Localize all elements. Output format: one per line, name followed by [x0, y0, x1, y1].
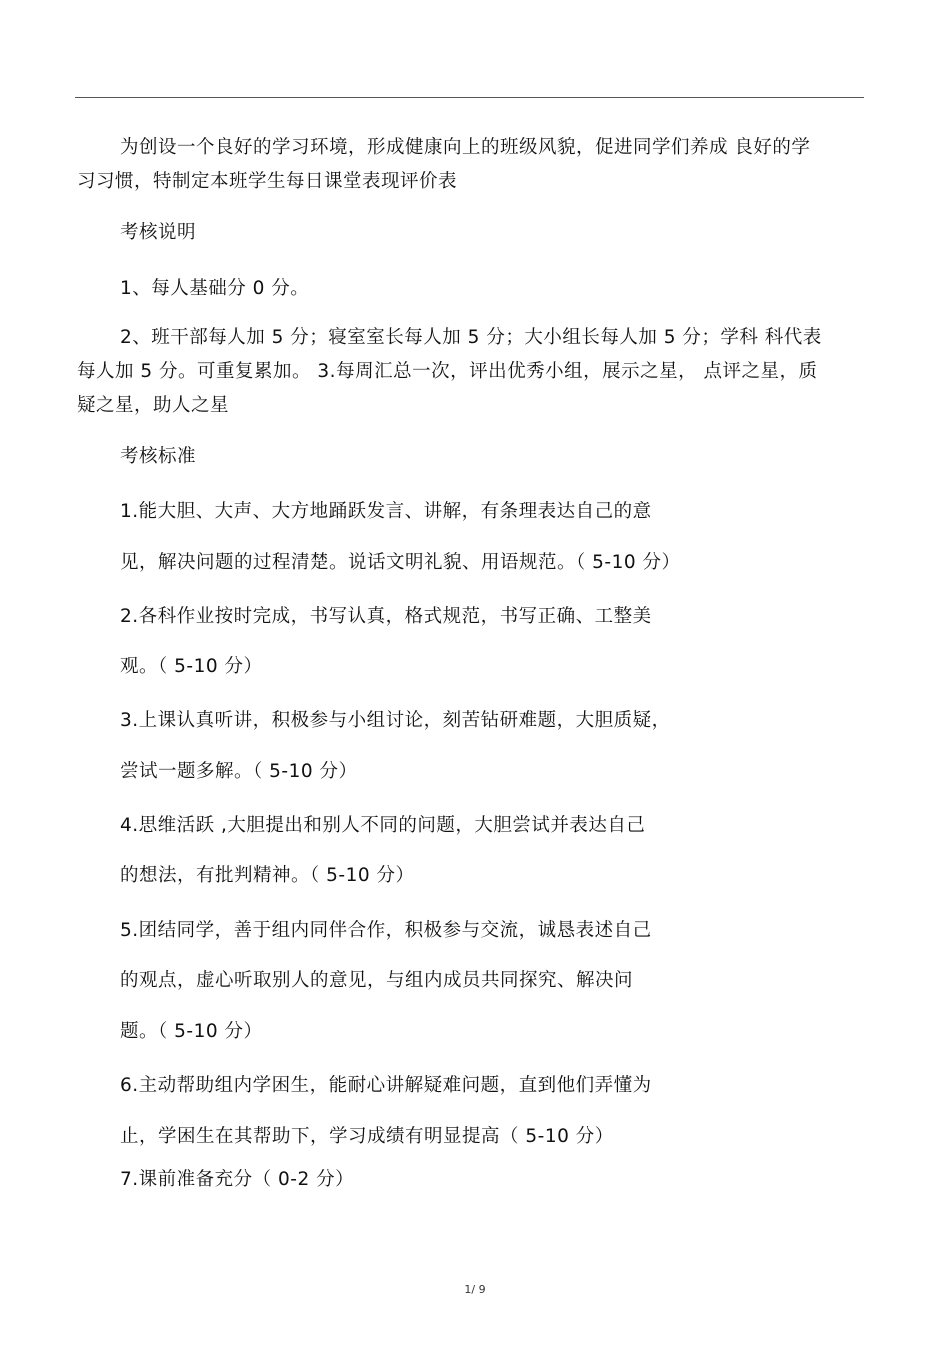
criterion-7-line-1: 7.课前准备充分（ 0-2 分）: [120, 1169, 355, 1190]
page-number: 1/ 9: [464, 1283, 486, 1296]
criterion-3-line-2: 尝试一题多解。（ 5-10 分）: [120, 761, 358, 782]
intro-line-1: 为创设一个良好的学习环境，形成健康向上的班级风貌，促进同学们养成 良好的学: [120, 137, 811, 158]
rule-2-line-2: 每人加 5 分。可重复累加。 3.每周汇总一次，评出优秀小组，展示之星， 点评之星，质: [77, 361, 818, 382]
criterion-4-line-1: 4.思维活跃 ,大胆提出和别人不同的问题，大胆尝试并表达自己: [120, 815, 646, 836]
rule-1: 1、每人基础分 0 分。: [120, 278, 310, 299]
criterion-1-line-2: 见，解决问题的过程清楚。说话文明礼貌、用语规范。（ 5-10 分）: [120, 552, 681, 573]
criterion-5-line-2: 的观点，虚心听取别人的意见，与组内成员共同探究、解决问: [120, 970, 634, 991]
section-heading-standards: 考核标准: [120, 446, 197, 467]
rule-2-line-3: 疑之星，助人之星: [77, 395, 230, 416]
criterion-2-line-1: 2.各科作业按时完成，书写认真，格式规范，书写正确、工整美: [120, 606, 652, 627]
criterion-4-line-2: 的想法，有批判精神。（ 5-10 分）: [120, 865, 415, 886]
intro-line-2: 习习惯，特制定本班学生每日课堂表现评价表: [77, 171, 458, 192]
section-heading-explanation: 考核说明: [120, 222, 197, 243]
criterion-3-line-1: 3.上课认真听讲，积极参与小组讨论，刻苦钻研难题，大胆质疑，: [120, 710, 671, 731]
criterion-6-line-2: 止，学困生在其帮助下，学习成绩有明显提高（ 5-10 分）: [120, 1126, 614, 1147]
criterion-5-line-1: 5.团结同学，善于组内同伴合作，积极参与交流，诚恳表述自己: [120, 920, 652, 941]
criterion-5-line-3: 题。（ 5-10 分）: [120, 1021, 263, 1042]
criterion-6-line-1: 6.主动帮助组内学困生，能耐心讲解疑难问题，直到他们弄懂为: [120, 1075, 652, 1096]
rule-2-line-1: 2、班干部每人加 5 分；寝室室长每人加 5 分；大小组长每人加 5 分；学科 科代表: [120, 327, 822, 348]
header-rule: [75, 97, 864, 98]
criterion-2-line-2: 观。（ 5-10 分）: [120, 656, 263, 677]
criterion-1-line-1: 1.能大胆、大声、大方地踊跃发言、讲解，有条理表达自己的意: [120, 501, 652, 522]
